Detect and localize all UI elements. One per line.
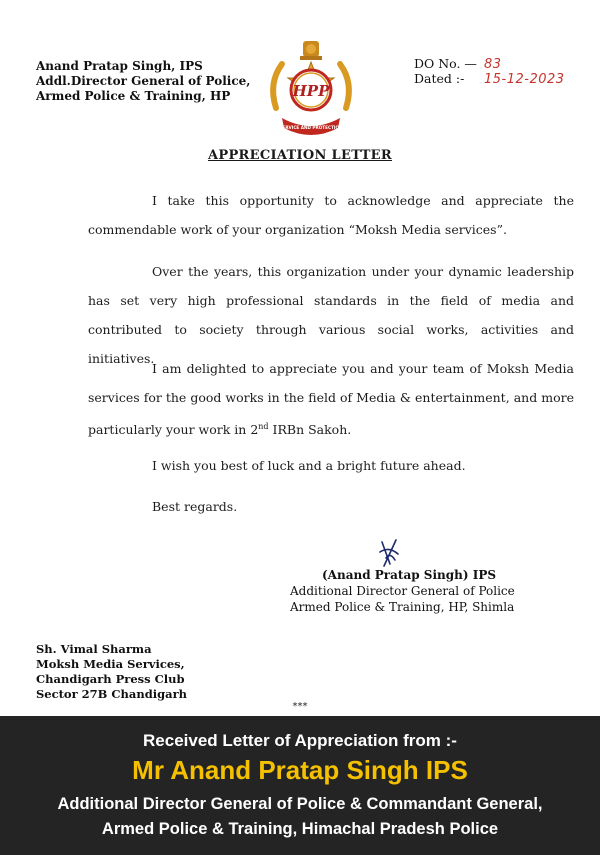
- do-number-label: DO No. —: [414, 56, 477, 71]
- hp-police-emblem-icon: [262, 38, 360, 138]
- recipient-block: [36, 642, 187, 702]
- dated-value: 15-12-2023: [484, 72, 565, 87]
- separator: ***: [292, 701, 308, 712]
- sender-name: Anand Pratap Singh, IPS: [36, 59, 203, 73]
- banner-heading: Received Letter of Appreciation from :-: [143, 731, 457, 750]
- paragraph-4: I wish you best of luck and a bright future ahead.: [152, 458, 466, 473]
- recipient-org: Moksh Media Services,: [36, 657, 185, 671]
- banner-designation: Additional Director General of Police & Commandant General,: [57, 795, 543, 813]
- banner-name: Mr Anand Pratap Singh IPS: [132, 755, 468, 785]
- caption-banner: [0, 716, 600, 855]
- do-number-value: 83: [484, 57, 502, 72]
- signatory-line-2: Armed Police & Training, HP, Shimla: [290, 600, 515, 614]
- sender-block: [36, 59, 250, 104]
- recipient-addr-2: Sector 27B Chandigarh: [36, 687, 188, 701]
- recipient-addr-1: Chandigarh Press Club: [36, 672, 185, 686]
- recipient-name: Sh. Vimal Sharma: [36, 642, 152, 656]
- emblem-text: HPP: [292, 82, 330, 100]
- paragraph-1: I take this opportunity to acknowledge and appreciate the commendable work of your organization “Moksh Media services”.: [88, 193, 574, 237]
- emblem-motto: SERVICE AND PROTECTION: [279, 125, 343, 130]
- sender-unit: Armed Police & Training, HP: [36, 89, 231, 103]
- letter-title: [0, 144, 600, 163]
- banner-department: Armed Police & Training, Himachal Pradesh Police: [101, 820, 499, 838]
- sender-designation: Addl.Director General of Police,: [36, 74, 251, 88]
- signature-scribble-icon: [376, 538, 402, 570]
- paragraph-3: I am delighted to appreciate you and your team of Moksh Media services for the good works in the field of Media & entertainment, and more particularly your work in 2nd IRBn Sakoh.: [88, 361, 574, 438]
- letter-title-text: APPRECIATION LETTER: [208, 148, 392, 163]
- dated-label: Dated :-: [414, 71, 465, 86]
- closing: Best regards.: [152, 499, 238, 514]
- signatory-name: (Anand Pratap Singh) IPS: [322, 568, 497, 582]
- reference-block: [414, 56, 565, 86]
- paragraph-2: Over the years, this organization under your dynamic leadership has set very high professional standards in the field of media and contributed to society through various social works, activities and initiatives.: [88, 264, 574, 366]
- signatory-line-1: Additional Director General of Police: [290, 584, 515, 598]
- signature-block: [290, 567, 515, 615]
